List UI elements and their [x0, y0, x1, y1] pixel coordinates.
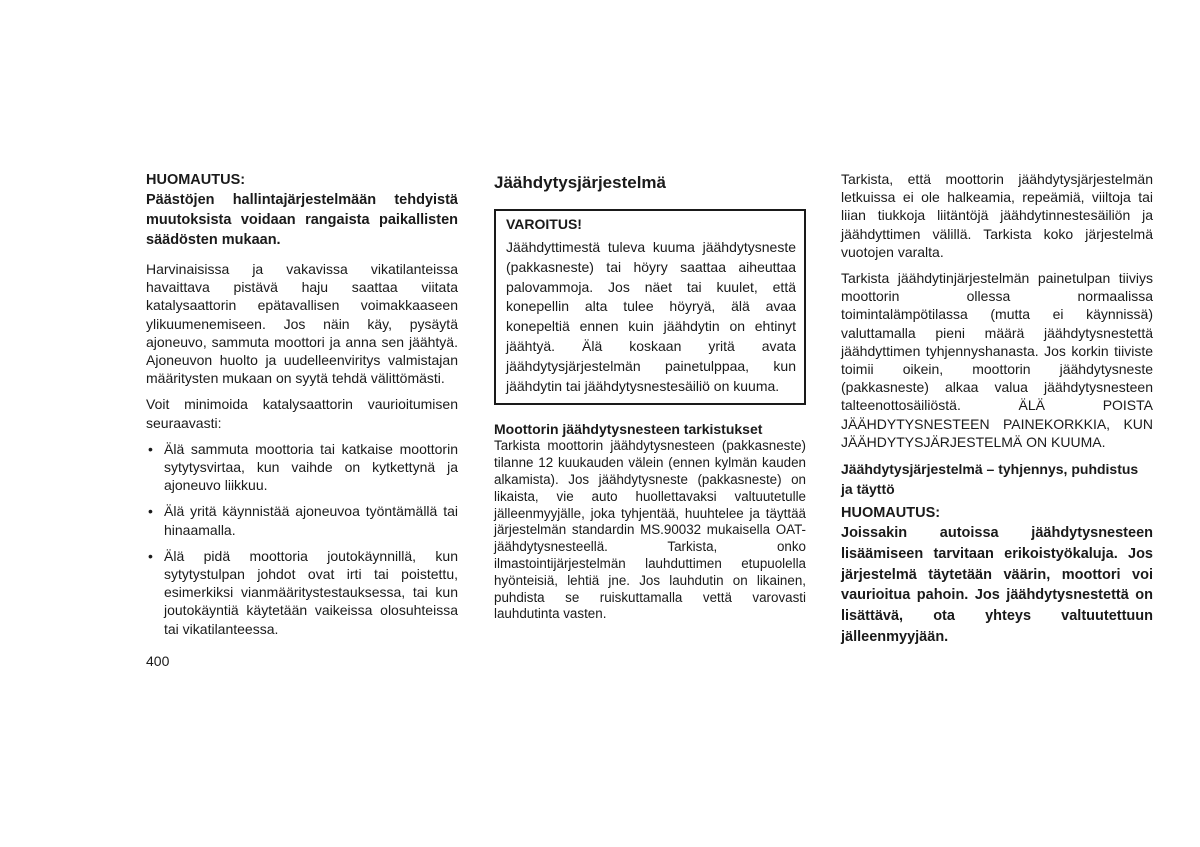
special-tools-note: Joissakin autoissa jäähdytysnesteen lisäämiseen tarvitaan erikoistyökaluja. Jos järjestelmä täytetään väärin, moottori voi vaurioitua pahoin. Jos jäähdytysnestettä on lisättävä, ota yhteys valtuutettuun jälleenmyyjään. [841, 525, 1153, 646]
hose-check-paragraph: Tarkista, että moottorin jäähdytysjärjestelmän letkuissa ei ole halkeamia, repeämiä, viiltoja tai liian tiukkoja liitäntöjä jäähdytinnestesäiliön ja jäähdyttimen välillä. Tarkista koko järjestelmä vuotojen varalta. [841, 171, 1153, 260]
bullet-icon: • [148, 503, 153, 520]
note-heading: HUOMAUTUS: [841, 505, 941, 522]
pressure-cap-paragraph: Tarkista jäähdytinjärjestelmän painetulpan tiiviys moottorin ollessa normaalissa toimintalämpötilassa (mutta ei käynnissä) valuttamalla pieni määrä jäähdytysnestettä jäähdyttimen tyhjennyshanasta. Jos korkin tiiviste toimii oikein, moottorin jäähdytysneste (pakkasneste) alkaa valua jäähdytysnesteen talteenottosäiliöstä. ÄLÄ POISTA JÄÄHDYTYSNESTEEN PAINEKORKKIA, KUN JÄÄHDYTYSJÄRJESTELMÄ ON KUUMA. [841, 270, 1153, 450]
catalyst-precautions-list [146, 440, 458, 638]
bullet-icon: • [148, 547, 153, 564]
catalyst-minimize-intro: Voit minimoida katalysaattorin vaurioitumisen seuraavasti: [146, 396, 458, 431]
list-item [146, 502, 458, 538]
left-column [146, 170, 458, 646]
right-column [841, 170, 1153, 648]
warning-box [494, 209, 806, 405]
catalyst-overheat-paragraph: Harvinaisissa ja vakavissa vikatilanteissa havaittava pistävä haju saattaa viitata katalysaattorin epätavallisen voimakkaaseen ylikuumenemiseen. Jos näin käy, pysäytä ajoneuvo, sammuta moottori ja anna sen jäähtyä. Ajoneuvon huolto ja uudelleenviritys valmistajan määritysten mukaan on syytä tehdä välittömästi. [146, 261, 458, 387]
warning-text: Jäähdyttimestä tuleva kuuma jäähdytysneste (pakkasneste) tai höyry saattaa aiheuttaa palovammoja. Jos näet tai kuulet, että konepellin alta tulee höyryä, älä avaa konepeltiä ennen kuin jäähdytin on ehtinyt jäähtyä. Älä koskaan yritä avata jäähdytysjärjestelmän painetulppaa, kun jäähdytin tai jäähdytysnestesäiliö on kuuma. [506, 239, 796, 394]
drain-flush-heading: Jäähdytysjärjestelmä – tyhjennys, puhdistus ja täyttö [841, 461, 1139, 498]
bullet-icon: • [148, 440, 153, 457]
list-item-text: Älä yritä käynnistää ajoneuvoa työntämällä tai hinaamalla. [164, 503, 458, 538]
coolant-check-text: Tarkista moottorin jäähdytysnesteen (pakkasneste) tilanne 12 kuukauden välein (ennen kylmän kauden alkamista). Jos jäähdytysneste (pakkasneste) on likaista, vie auto huollettavaksi valtuutetulle jälleenmyyjälle, joka tyhjentää, huuhtelee ja täyttää järjestelmän standardin MS.90032 mukaisella OAT-jäähdytysnesteellä. Tarkista, onko ilmastointijärjestelmän lauhduttimen etupuolella hyönteisiä, lehtiä jne. Jos lauhdutin on likainen, puhdista se ruiskuttamalla vettä varovasti lauhdutinta vasten. [494, 438, 806, 622]
coolant-check-heading: Moottorin jäähdytysnesteen tarkistukset [494, 421, 763, 438]
emissions-note: Päästöjen hallintajärjestelmään tehdyistä muutoksista voidaan rangaista paikallisten säädösten mukaan. [146, 192, 458, 248]
warning-title: VAROITUS! [506, 216, 582, 232]
section-title: Jäähdytysjärjestelmä [494, 173, 666, 192]
list-item [146, 547, 458, 638]
list-item [146, 440, 458, 495]
page-number: 400 [146, 653, 170, 669]
list-item-text: Älä pidä moottoria joutokäynnillä, kun sytytystulpan johdot ovat irti tai poistettu, esimerkiksi vianmääritystestauksessa, tai kun joutokäyntiä käytetään vaikeissa olosuhteissa tai vikatilanteessa. [164, 547, 458, 637]
middle-column [494, 170, 806, 623]
list-item-text: Älä sammuta moottoria tai katkaise moottorin sytytysvirtaa, kun vaihde on kytkettynä ja ajoneuvo liikkuu. [164, 440, 458, 494]
note-heading: HUOMAUTUS: [146, 172, 246, 188]
